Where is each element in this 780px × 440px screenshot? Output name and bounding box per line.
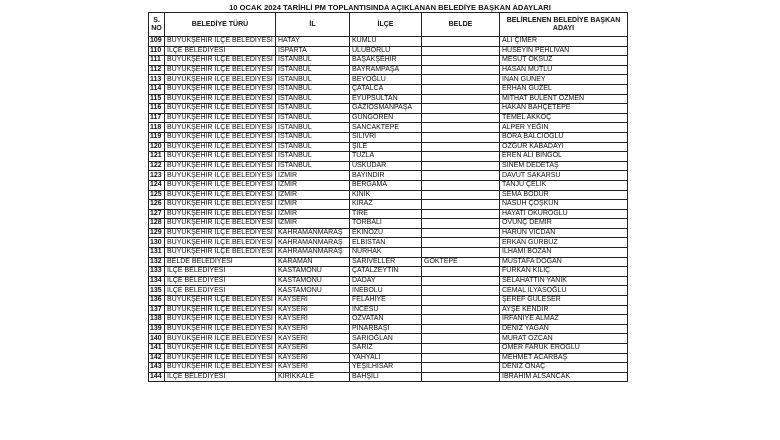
- cell-turu: BÜYÜKŞEHİR İLÇE BELEDİYESİ: [165, 219, 276, 229]
- cell-aday: AYŞE KENDİR: [500, 305, 628, 315]
- cell-no: 121: [149, 152, 165, 162]
- table-row: [149, 296, 628, 306]
- cell-il: KAHRAMANMARAŞ: [276, 228, 350, 238]
- cell-ilce: ÇATALCA: [350, 84, 422, 94]
- cell-turu: BÜYÜKŞEHİR İLÇE BELEDİYESİ: [165, 238, 276, 248]
- cell-ilce: BAYINDIR: [350, 171, 422, 181]
- cell-belde: [422, 84, 500, 94]
- cell-il: İZMİR: [276, 171, 350, 181]
- cell-ilce: NURHAK: [350, 248, 422, 258]
- table-row: [149, 46, 628, 56]
- cell-belde: [422, 315, 500, 325]
- cell-aday: SİNEM DEDETAŞ: [500, 161, 628, 171]
- cell-ilce: ÇATALZEYTİN: [350, 267, 422, 277]
- cell-belde: [422, 132, 500, 142]
- cell-turu: BÜYÜKŞEHİR İLÇE BELEDİYESİ: [165, 75, 276, 85]
- cell-turu: BÜYÜKŞEHİR İLÇE BELEDİYESİ: [165, 305, 276, 315]
- cell-belde: [422, 104, 500, 114]
- cell-no: 124: [149, 180, 165, 190]
- cell-aday: HAYATİ OKUROĞLU: [500, 209, 628, 219]
- cell-aday: CEMAL İLYASOĞLU: [500, 286, 628, 296]
- cell-aday: EREN ALİ BİNGÖL: [500, 152, 628, 162]
- table-row: [149, 315, 628, 325]
- cell-no: 125: [149, 190, 165, 200]
- cell-aday: BORA BALCIOĞLU: [500, 132, 628, 142]
- cell-il: KAYSERİ: [276, 344, 350, 354]
- cell-belde: [422, 171, 500, 181]
- table-row: [149, 132, 628, 142]
- cell-turu: BÜYÜKŞEHİR İLÇE BELEDİYESİ: [165, 84, 276, 94]
- cell-il: İSTANBUL: [276, 123, 350, 133]
- cell-no: 115: [149, 94, 165, 104]
- cell-ilce: GÜNGÖREN: [350, 113, 422, 123]
- cell-il: İZMİR: [276, 209, 350, 219]
- cell-aday: TEMEL AKKOÇ: [500, 113, 628, 123]
- cell-il: İSTANBUL: [276, 84, 350, 94]
- cell-ilce: YEŞİLHİSAR: [350, 363, 422, 373]
- cell-ilce: TİRE: [350, 209, 422, 219]
- cell-belde: [422, 46, 500, 56]
- table-row: [149, 94, 628, 104]
- cell-turu: BÜYÜKŞEHİR İLÇE BELEDİYESİ: [165, 171, 276, 181]
- table-row: [149, 123, 628, 133]
- cell-belde: [422, 152, 500, 162]
- cell-no: 109: [149, 37, 165, 47]
- cell-turu: İLÇE BELEDİYESİ: [165, 46, 276, 56]
- cell-belde: [422, 228, 500, 238]
- cell-turu: BÜYÜKŞEHİR İLÇE BELEDİYESİ: [165, 56, 276, 66]
- cell-no: 130: [149, 238, 165, 248]
- cell-il: KAHRAMANMARAŞ: [276, 238, 350, 248]
- cell-il: KAYSERİ: [276, 353, 350, 363]
- cell-ilce: BAHŞİLİ: [350, 372, 422, 382]
- cell-belde: [422, 363, 500, 373]
- cell-aday: ERHAN GÜZEL: [500, 84, 628, 94]
- cell-ilce: ÜSKÜDAR: [350, 161, 422, 171]
- cell-turu: BÜYÜKŞEHİR İLÇE BELEDİYESİ: [165, 94, 276, 104]
- cell-aday: MUSTAFA DOĞAN: [500, 257, 628, 267]
- table-row: [149, 344, 628, 354]
- header-il: İL: [276, 13, 350, 37]
- header-aday-line1: BELİRLENEN BELEDİYE BAŞKAN: [506, 16, 621, 24]
- cell-turu: İLÇE BELEDİYESİ: [165, 286, 276, 296]
- cell-il: KARAMAN: [276, 257, 350, 267]
- cell-belde: [422, 238, 500, 248]
- document-title: 10 OCAK 2024 TARİHLİ PM TOPLANTISINDA AÇIKLANAN BELEDİYE BAŞKAN ADAYLARI: [229, 3, 551, 12]
- cell-il: KAYSERİ: [276, 296, 350, 306]
- cell-no: 119: [149, 132, 165, 142]
- cell-aday: ÖZGÜR KABADAYI: [500, 142, 628, 152]
- cell-ilce: KINIK: [350, 190, 422, 200]
- cell-ilce: ŞİLE: [350, 142, 422, 152]
- cell-no: 111: [149, 56, 165, 66]
- header-no: [149, 13, 165, 37]
- cell-il: İSTANBUL: [276, 113, 350, 123]
- cell-il: KASTAMONU: [276, 267, 350, 277]
- cell-aday: ALPER YEĞİN: [500, 123, 628, 133]
- cell-no: 140: [149, 334, 165, 344]
- cell-aday: HASAN MUTLU: [500, 65, 628, 75]
- cell-no: 144: [149, 372, 165, 382]
- cell-il: İSTANBUL: [276, 142, 350, 152]
- candidates-table: [148, 12, 628, 382]
- cell-turu: BÜYÜKŞEHİR İLÇE BELEDİYESİ: [165, 161, 276, 171]
- cell-belde: GÖKTEPE: [422, 257, 500, 267]
- cell-turu: BÜYÜKŞEHİR İLÇE BELEDİYESİ: [165, 180, 276, 190]
- table-row: [149, 257, 628, 267]
- cell-il: KASTAMONU: [276, 286, 350, 296]
- cell-il: İSTANBUL: [276, 104, 350, 114]
- cell-ilce: SİLİVRİ: [350, 132, 422, 142]
- cell-il: KAYSERİ: [276, 315, 350, 325]
- cell-ilce: YAHYALI: [350, 353, 422, 363]
- cell-no: 142: [149, 353, 165, 363]
- cell-aday: HAKAN BAHÇETEPE: [500, 104, 628, 114]
- cell-turu: BÜYÜKŞEHİR İLÇE BELEDİYESİ: [165, 123, 276, 133]
- cell-turu: BÜYÜKŞEHİR İLÇE BELEDİYESİ: [165, 142, 276, 152]
- table-row: [149, 142, 628, 152]
- cell-belde: [422, 209, 500, 219]
- cell-il: İSTANBUL: [276, 75, 350, 85]
- cell-aday: MEHMET ACARBAŞ: [500, 353, 628, 363]
- table-row: [149, 84, 628, 94]
- cell-il: HATAY: [276, 37, 350, 47]
- table-header: [149, 13, 628, 37]
- cell-aday: İRFANİYE ALMAZ: [500, 315, 628, 325]
- cell-belde: [422, 248, 500, 258]
- cell-ilce: FELAHİYE: [350, 296, 422, 306]
- cell-ilce: ULUBORLU: [350, 46, 422, 56]
- cell-ilce: İNEBOLU: [350, 286, 422, 296]
- cell-belde: [422, 286, 500, 296]
- cell-aday: ÖVÜNÇ DEMİR: [500, 219, 628, 229]
- cell-ilce: BERGAMA: [350, 180, 422, 190]
- cell-turu: BÜYÜKŞEHİR İLÇE BELEDİYESİ: [165, 344, 276, 354]
- cell-no: 143: [149, 363, 165, 373]
- cell-il: İSTANBUL: [276, 161, 350, 171]
- cell-turu: BÜYÜKŞEHİR İLÇE BELEDİYESİ: [165, 334, 276, 344]
- cell-ilce: TUZLA: [350, 152, 422, 162]
- cell-aday: ERKAN GÜRBÜZ: [500, 238, 628, 248]
- cell-belde: [422, 180, 500, 190]
- cell-il: KAYSERİ: [276, 324, 350, 334]
- cell-no: 134: [149, 276, 165, 286]
- cell-il: KAYSERİ: [276, 363, 350, 373]
- table-body: [149, 37, 628, 382]
- cell-ilce: SARIOĞLAN: [350, 334, 422, 344]
- table-row: [149, 238, 628, 248]
- cell-aday: DENİZ ONAÇ: [500, 363, 628, 373]
- cell-no: 122: [149, 161, 165, 171]
- cell-ilce: BEYOĞLU: [350, 75, 422, 85]
- cell-il: İZMİR: [276, 180, 350, 190]
- cell-turu: İLÇE BELEDİYESİ: [165, 267, 276, 277]
- cell-no: 112: [149, 65, 165, 75]
- cell-ilce: TORBALI: [350, 219, 422, 229]
- cell-no: 133: [149, 267, 165, 277]
- cell-belde: [422, 75, 500, 85]
- cell-turu: BÜYÜKŞEHİR İLÇE BELEDİYESİ: [165, 315, 276, 325]
- table-row: [149, 324, 628, 334]
- cell-no: 136: [149, 296, 165, 306]
- cell-aday: İBRAHİM ALSANCAK: [500, 372, 628, 382]
- cell-belde: [422, 344, 500, 354]
- table-row: [149, 209, 628, 219]
- cell-turu: BÜYÜKŞEHİR İLÇE BELEDİYESİ: [165, 209, 276, 219]
- cell-no: 135: [149, 286, 165, 296]
- cell-ilce: BAYRAMPAŞA: [350, 65, 422, 75]
- cell-no: 138: [149, 315, 165, 325]
- header-no-line2: NO: [151, 24, 162, 32]
- cell-aday: MURAT ÖZCAN: [500, 334, 628, 344]
- cell-belde: [422, 123, 500, 133]
- cell-ilce: EYÜPSULTAN: [350, 94, 422, 104]
- cell-turu: BÜYÜKŞEHİR İLÇE BELEDİYESİ: [165, 363, 276, 373]
- cell-turu: BÜYÜKŞEHİR İLÇE BELEDİYESİ: [165, 228, 276, 238]
- cell-aday: HARUN VICDAN: [500, 228, 628, 238]
- cell-il: KIRIKKALE: [276, 372, 350, 382]
- cell-il: KASTAMONU: [276, 276, 350, 286]
- cell-belde: [422, 113, 500, 123]
- cell-il: İSTANBUL: [276, 56, 350, 66]
- cell-no: 110: [149, 46, 165, 56]
- cell-no: 126: [149, 200, 165, 210]
- cell-aday: İNAN GÜNEY: [500, 75, 628, 85]
- cell-belde: [422, 219, 500, 229]
- cell-belde: [422, 267, 500, 277]
- cell-il: İSTANBUL: [276, 65, 350, 75]
- cell-turu: BÜYÜKŞEHİR İLÇE BELEDİYESİ: [165, 190, 276, 200]
- cell-ilce: KİRAZ: [350, 200, 422, 210]
- cell-no: 118: [149, 123, 165, 133]
- cell-ilce: KUMLU: [350, 37, 422, 47]
- cell-belde: [422, 305, 500, 315]
- cell-aday: ÖMER FARUK EROĞLU: [500, 344, 628, 354]
- header-aday-line2: ADAYI: [552, 24, 575, 32]
- cell-ilce: PINARBAŞI: [350, 324, 422, 334]
- table-row: [149, 200, 628, 210]
- table-row: [149, 180, 628, 190]
- cell-turu: BÜYÜKŞEHİR İLÇE BELEDİYESİ: [165, 353, 276, 363]
- cell-ilce: İNCESU: [350, 305, 422, 315]
- cell-belde: [422, 161, 500, 171]
- cell-aday: MİTHAT BÜLENT ÖZMEN: [500, 94, 628, 104]
- cell-il: KAYSERİ: [276, 334, 350, 344]
- cell-belde: [422, 324, 500, 334]
- header-turu: BELEDİYE TÜRÜ: [165, 13, 276, 37]
- cell-belde: [422, 56, 500, 66]
- cell-aday: DAVUT SAKARSU: [500, 171, 628, 181]
- cell-no: 120: [149, 142, 165, 152]
- table-row: [149, 171, 628, 181]
- cell-no: 141: [149, 344, 165, 354]
- cell-no: 131: [149, 248, 165, 258]
- table-row: [149, 113, 628, 123]
- cell-turu: BÜYÜKŞEHİR İLÇE BELEDİYESİ: [165, 132, 276, 142]
- cell-turu: BÜYÜKŞEHİR İLÇE BELEDİYESİ: [165, 152, 276, 162]
- cell-no: 127: [149, 209, 165, 219]
- table-row: [149, 276, 628, 286]
- cell-belde: [422, 353, 500, 363]
- cell-turu: BÜYÜKŞEHİR İLÇE BELEDİYESİ: [165, 65, 276, 75]
- cell-il: İSTANBUL: [276, 132, 350, 142]
- cell-turu: BÜYÜKŞEHİR İLÇE BELEDİYESİ: [165, 296, 276, 306]
- cell-ilce: ÖZVATAN: [350, 315, 422, 325]
- cell-belde: [422, 94, 500, 104]
- cell-no: 139: [149, 324, 165, 334]
- cell-turu: BÜYÜKŞEHİR İLÇE BELEDİYESİ: [165, 37, 276, 47]
- table-row: [149, 267, 628, 277]
- cell-no: 114: [149, 84, 165, 94]
- table-row: [149, 75, 628, 85]
- cell-turu: BELDE BELEDİYESİ: [165, 257, 276, 267]
- cell-il: İZMİR: [276, 190, 350, 200]
- cell-ilce: GAZİOSMANPAŞA: [350, 104, 422, 114]
- cell-belde: [422, 142, 500, 152]
- cell-il: KAYSERİ: [276, 305, 350, 315]
- cell-ilce: ELBİSTAN: [350, 238, 422, 248]
- cell-turu: BÜYÜKŞEHİR İLÇE BELEDİYESİ: [165, 104, 276, 114]
- cell-turu: İLÇE BELEDİYESİ: [165, 372, 276, 382]
- cell-belde: [422, 190, 500, 200]
- cell-belde: [422, 276, 500, 286]
- cell-aday: HÜSEYİN PEHLİVAN: [500, 46, 628, 56]
- cell-no: 113: [149, 75, 165, 85]
- cell-no: 117: [149, 113, 165, 123]
- cell-aday: FURKAN KILIÇ: [500, 267, 628, 277]
- cell-aday: TANJU ÇELİK: [500, 180, 628, 190]
- cell-il: KAHRAMANMARAŞ: [276, 248, 350, 258]
- cell-turu: BÜYÜKŞEHİR İLÇE BELEDİYESİ: [165, 200, 276, 210]
- table-row: [149, 334, 628, 344]
- table-row: [149, 248, 628, 258]
- cell-belde: [422, 372, 500, 382]
- cell-il: İZMİR: [276, 219, 350, 229]
- table-row: [149, 228, 628, 238]
- cell-no: 132: [149, 257, 165, 267]
- cell-no: 137: [149, 305, 165, 315]
- cell-belde: [422, 200, 500, 210]
- cell-il: ISPARTA: [276, 46, 350, 56]
- header-no-line1: S.: [153, 16, 160, 24]
- table-row: [149, 65, 628, 75]
- table-row: [149, 372, 628, 382]
- cell-no: 129: [149, 228, 165, 238]
- cell-aday: MESUT ÖKSÜZ: [500, 56, 628, 66]
- cell-ilce: SANCAKTEPE: [350, 123, 422, 133]
- cell-il: İZMİR: [276, 200, 350, 210]
- cell-il: İSTANBUL: [276, 94, 350, 104]
- cell-belde: [422, 65, 500, 75]
- cell-aday: SELAHATTİN YANIK: [500, 276, 628, 286]
- cell-turu: BÜYÜKŞEHİR İLÇE BELEDİYESİ: [165, 113, 276, 123]
- table-row: [149, 190, 628, 200]
- cell-ilce: BAŞAKŞEHİR: [350, 56, 422, 66]
- cell-belde: [422, 37, 500, 47]
- cell-belde: [422, 296, 500, 306]
- cell-belde: [422, 334, 500, 344]
- table-row: [149, 305, 628, 315]
- cell-turu: BÜYÜKŞEHİR İLÇE BELEDİYESİ: [165, 248, 276, 258]
- table-row: [149, 363, 628, 373]
- cell-turu: İLÇE BELEDİYESİ: [165, 276, 276, 286]
- table-row: [149, 161, 628, 171]
- table-row: [149, 219, 628, 229]
- cell-aday: ALİ ÇİMER: [500, 37, 628, 47]
- cell-no: 128: [149, 219, 165, 229]
- cell-no: 123: [149, 171, 165, 181]
- cell-ilce: DADAY: [350, 276, 422, 286]
- cell-ilce: SARIZ: [350, 344, 422, 354]
- table-row: [149, 286, 628, 296]
- cell-aday: NASUH ÇOŞKUN: [500, 200, 628, 210]
- cell-ilce: SARIVELLER: [350, 257, 422, 267]
- table-row: [149, 353, 628, 363]
- cell-ilce: EKİNÖZÜ: [350, 228, 422, 238]
- table-row: [149, 152, 628, 162]
- cell-aday: İLHAMİ BOZAN: [500, 248, 628, 258]
- table-row: [149, 37, 628, 47]
- cell-aday: ŞEREF GÜLESER: [500, 296, 628, 306]
- table-row: [149, 56, 628, 66]
- cell-turu: BÜYÜKŞEHİR İLÇE BELEDİYESİ: [165, 324, 276, 334]
- cell-aday: SEMA BODUR: [500, 190, 628, 200]
- table-row: [149, 104, 628, 114]
- cell-il: İSTANBUL: [276, 152, 350, 162]
- cell-aday: DENİZ YAĞAN: [500, 324, 628, 334]
- header-aday: [500, 13, 628, 37]
- header-belde: BELDE: [422, 13, 500, 37]
- cell-no: 116: [149, 104, 165, 114]
- header-ilce: İLÇE: [350, 13, 422, 37]
